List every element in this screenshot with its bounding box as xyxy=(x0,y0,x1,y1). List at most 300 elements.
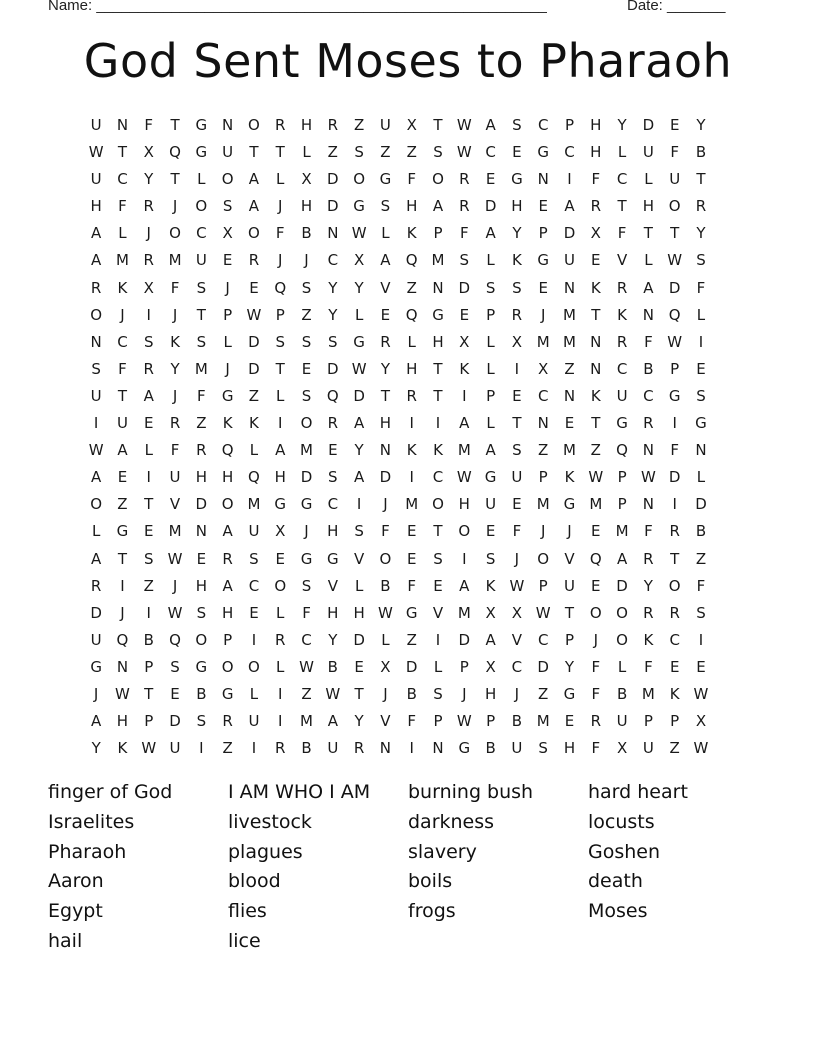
grid-letter: C xyxy=(616,170,628,189)
grid-letter: W xyxy=(456,468,472,487)
grid-letter: R xyxy=(695,197,707,216)
grid-letter: T xyxy=(196,305,206,324)
grid-letter: I xyxy=(278,712,283,731)
grid-letter: L xyxy=(381,630,390,649)
grid-letter: W xyxy=(299,657,314,676)
grid-letter: P xyxy=(538,576,548,595)
grid-letter: Y xyxy=(617,116,627,134)
grid-letter: Z xyxy=(301,305,312,324)
grid-letter: A xyxy=(459,576,470,595)
grid-letter: V xyxy=(327,576,338,595)
word-list-item: burning bush xyxy=(408,781,534,803)
grid-letter: E xyxy=(144,522,154,541)
grid-letter: O xyxy=(248,116,260,134)
grid-letter: N xyxy=(432,739,444,758)
grid-letter: S xyxy=(301,278,312,297)
word-list-item: boils xyxy=(408,870,453,893)
grid-letter: Q xyxy=(405,305,418,324)
grid-letter: M xyxy=(457,441,471,460)
grid-letter: M xyxy=(536,712,550,731)
grid-letter: G xyxy=(221,386,234,405)
grid-letter: D xyxy=(458,278,471,297)
grid-letter: Y xyxy=(354,278,364,297)
grid-letter: C xyxy=(196,224,207,243)
grid-letter: T xyxy=(512,414,522,433)
grid-letter: N xyxy=(379,739,392,758)
grid-letter: D xyxy=(248,332,260,351)
grid-letter: K xyxy=(564,468,575,487)
grid-letter: W xyxy=(667,332,683,351)
grid-letter: K xyxy=(249,414,259,433)
grid-letter: S xyxy=(380,197,391,216)
grid-letter: D xyxy=(327,170,339,189)
grid-letter: L xyxy=(197,170,206,189)
grid-letter: A xyxy=(275,441,286,460)
grid-letter: E xyxy=(380,305,391,324)
grid-letter: Y xyxy=(380,359,390,378)
grid-letter: W xyxy=(115,684,130,703)
grid-letter: N xyxy=(563,386,576,405)
grid-letter: H xyxy=(458,495,470,514)
grid-letter: J xyxy=(225,359,230,378)
grid-letter: S xyxy=(301,386,312,405)
grid-letter: J xyxy=(540,522,546,541)
grid-letter: H xyxy=(327,603,339,622)
grid-letter: L xyxy=(249,684,259,703)
grid-letter: L xyxy=(617,143,627,162)
grid-letter: H xyxy=(353,603,365,622)
grid-letter: F xyxy=(696,576,706,595)
grid-letter: F xyxy=(617,224,627,243)
grid-letter: Q xyxy=(274,278,287,297)
grid-letter: D xyxy=(668,278,681,297)
grid-letter: O xyxy=(90,495,103,514)
grid-letter: A xyxy=(485,116,496,134)
grid-letter: G xyxy=(695,414,707,433)
grid-letter: W xyxy=(351,359,367,378)
grid-letter: Z xyxy=(669,739,680,758)
grid-letter: Z xyxy=(222,739,233,758)
grid-letter: S xyxy=(301,332,312,351)
grid-letter: Z xyxy=(406,278,417,297)
word-list-item: hail xyxy=(48,929,83,952)
grid-letter: X xyxy=(143,143,154,162)
grid-letter: R xyxy=(275,739,286,758)
grid-letter: X xyxy=(485,657,496,676)
word-list-item: Egypt xyxy=(48,900,103,923)
grid-letter: M xyxy=(168,251,182,270)
grid-letter: A xyxy=(91,224,102,243)
grid-letter: G xyxy=(353,332,365,351)
grid-letter: I xyxy=(278,684,283,703)
grid-letter: W xyxy=(456,712,472,731)
grid-letter: A xyxy=(91,251,102,270)
grid-letter: N xyxy=(563,278,576,297)
grid-letter: K xyxy=(117,739,128,758)
grid-letter: K xyxy=(643,630,654,649)
grid-letter: G xyxy=(405,603,418,622)
grid-letter: U xyxy=(169,739,181,758)
grid-letter: O xyxy=(616,603,628,622)
grid-letter: J xyxy=(172,197,178,216)
grid-letter: B xyxy=(143,630,154,649)
grid-letter: D xyxy=(379,468,392,487)
grid-letter: Q xyxy=(248,468,260,487)
grid-letter: M xyxy=(536,495,550,514)
grid-letter: J xyxy=(383,684,388,703)
word-list-item: lice xyxy=(228,929,261,952)
grid-letter: N xyxy=(327,224,339,243)
grid-letter: O xyxy=(221,170,234,189)
grid-letter: Z xyxy=(695,549,707,568)
grid-letter: L xyxy=(91,522,101,541)
grid-letter: K xyxy=(617,305,627,324)
grid-letter: U xyxy=(642,739,654,758)
grid-letter: C xyxy=(327,495,339,514)
grid-letter: F xyxy=(144,116,154,134)
grid-letter: S xyxy=(512,278,522,297)
grid-letter: W xyxy=(667,251,683,270)
word-list-item: darkness xyxy=(408,810,495,833)
grid-letter: Z xyxy=(564,359,575,378)
grid-letter: P xyxy=(486,305,496,324)
grid-letter: X xyxy=(695,712,707,731)
grid-letter: Q xyxy=(589,549,602,568)
grid-letter: I xyxy=(462,549,467,568)
grid-letter: G xyxy=(458,739,471,758)
grid-letter: T xyxy=(433,522,443,541)
grid-letter: R xyxy=(459,197,470,216)
grid-letter: I xyxy=(567,170,572,189)
grid-letter: E xyxy=(406,522,417,541)
grid-letter: U xyxy=(642,143,654,162)
grid-letter: L xyxy=(276,657,285,676)
grid-letter: N xyxy=(537,414,549,433)
grid-letter: W xyxy=(509,576,525,595)
grid-letter: M xyxy=(615,522,629,541)
grid-letter: M xyxy=(115,251,129,270)
grid-letter: L xyxy=(696,305,706,324)
grid-letter: N xyxy=(432,278,444,297)
grid-letter: U xyxy=(90,116,102,134)
grid-letter: Y xyxy=(696,116,706,134)
grid-letter: P xyxy=(617,468,627,487)
grid-letter: S xyxy=(275,332,285,351)
grid-letter: C xyxy=(537,116,549,134)
grid-letter: O xyxy=(353,170,366,189)
grid-letter: E xyxy=(696,657,706,676)
grid-letter: H xyxy=(195,576,207,595)
grid-letter: R xyxy=(327,116,339,134)
grid-letter: R xyxy=(353,739,365,758)
grid-letter: E xyxy=(696,359,706,378)
grid-letter: X xyxy=(485,603,496,622)
grid-letter: R xyxy=(275,116,286,134)
grid-letter: T xyxy=(144,684,154,703)
grid-letter: O xyxy=(300,414,313,433)
grid-letter: W xyxy=(640,468,656,487)
grid-letter: R xyxy=(643,549,654,568)
grid-letter: D xyxy=(353,386,365,405)
grid-letter: G xyxy=(484,468,497,487)
grid-letter: Y xyxy=(328,305,338,324)
grid-letter: E xyxy=(222,251,233,270)
grid-letter: G xyxy=(195,143,208,162)
grid-letter: B xyxy=(485,739,496,758)
word-list-item: finger of God xyxy=(48,781,173,803)
grid-letter: C xyxy=(616,359,628,378)
grid-letter: L xyxy=(486,359,495,378)
grid-letter: J xyxy=(462,684,467,703)
grid-letter: D xyxy=(642,116,655,134)
grid-letter: Z xyxy=(590,441,601,460)
grid-letter: U xyxy=(616,712,628,731)
grid-letter: O xyxy=(379,549,392,568)
grid-letter: X xyxy=(275,522,286,541)
grid-letter: U xyxy=(90,386,102,405)
grid-letter: G xyxy=(195,657,208,676)
grid-letter: F xyxy=(197,386,206,405)
grid-letter: S xyxy=(328,332,338,351)
grid-letter: B xyxy=(695,522,707,541)
grid-letter: C xyxy=(537,386,549,405)
word-list-item: I AM WHO I AM xyxy=(228,781,371,803)
grid-letter: H xyxy=(116,712,129,731)
grid-letter: W xyxy=(167,549,183,568)
grid-letter: E xyxy=(538,278,548,297)
grid-letter: F xyxy=(591,739,601,758)
grid-letter: P xyxy=(564,630,575,649)
grid-letter: A xyxy=(222,576,233,595)
grid-letter: S xyxy=(433,143,443,162)
grid-letter: O xyxy=(668,576,681,595)
grid-letter: C xyxy=(643,386,654,405)
word-list-item xyxy=(408,927,588,957)
grid-letter: G xyxy=(563,684,576,703)
grid-letter: H xyxy=(590,143,602,162)
grid-letter: E xyxy=(354,657,364,676)
grid-letter: U xyxy=(616,386,628,405)
grid-letter: X xyxy=(380,657,391,676)
page-title: God Sent Moses to Pharaoh xyxy=(83,34,733,88)
grid-letter: B xyxy=(301,224,312,243)
grid-letter: U xyxy=(116,414,128,433)
grid-letter: R xyxy=(169,414,181,433)
grid-letter: M xyxy=(168,522,182,541)
grid-letter: M xyxy=(641,684,655,703)
grid-letter: J xyxy=(172,576,178,595)
grid-letter: G xyxy=(116,522,129,541)
grid-letter: O xyxy=(589,603,602,622)
grid-letter: H xyxy=(642,197,655,216)
grid-letter: G xyxy=(616,414,628,433)
grid-letter: Q xyxy=(405,251,418,270)
grid-letter: R xyxy=(590,712,601,731)
grid-letter: I xyxy=(146,305,151,324)
grid-letter: D xyxy=(90,603,102,622)
grid-letter: A xyxy=(432,197,444,216)
grid-letter: L xyxy=(486,251,495,270)
grid-letter: E xyxy=(459,305,470,324)
grid-letter: Y xyxy=(564,657,575,676)
grid-letter: N xyxy=(642,495,654,514)
grid-letter: F xyxy=(591,684,601,703)
grid-letter: W xyxy=(535,603,551,622)
grid-letter: M xyxy=(563,305,576,324)
grid-letter: P xyxy=(223,630,233,649)
grid-letter: A xyxy=(222,522,233,541)
grid-letter: R xyxy=(511,305,523,324)
grid-letter: U xyxy=(195,251,207,270)
grid-letter: W xyxy=(141,739,157,758)
grid-letter: Q xyxy=(169,630,181,649)
grid-letter: K xyxy=(459,359,470,378)
grid-letter: A xyxy=(91,712,102,731)
grid-letter: R xyxy=(616,332,628,351)
grid-letter: V xyxy=(380,712,391,731)
grid-letter: Y xyxy=(144,170,154,189)
word-search-grid xyxy=(83,112,714,762)
grid-letter: T xyxy=(591,414,601,433)
grid-letter: E xyxy=(538,197,548,216)
grid-letter: I xyxy=(278,414,283,433)
grid-letter: R xyxy=(459,170,470,189)
grid-letter: S xyxy=(170,657,180,676)
grid-letter: E xyxy=(301,359,312,378)
grid-letter: U xyxy=(669,170,681,189)
grid-letter: I xyxy=(93,414,99,433)
grid-letter: N xyxy=(590,359,602,378)
grid-letter: E xyxy=(564,712,575,731)
grid-letter: L xyxy=(644,251,653,270)
grid-letter: G xyxy=(511,170,523,189)
grid-letter: L xyxy=(223,332,232,351)
grid-letter: H xyxy=(590,116,602,134)
grid-letter: F xyxy=(696,278,706,297)
grid-letter: S xyxy=(696,603,706,622)
grid-letter: P xyxy=(617,495,627,514)
grid-letter: J xyxy=(278,251,283,270)
grid-letter: A xyxy=(459,414,470,433)
grid-letter: J xyxy=(120,603,125,622)
grid-letter: F xyxy=(118,197,127,216)
grid-letter: J xyxy=(93,684,99,703)
grid-letter: K xyxy=(433,441,443,460)
word-list-item: frogs xyxy=(408,900,456,923)
word-list-item: slavery xyxy=(408,840,477,863)
grid-letter: D xyxy=(300,468,313,487)
grid-letter: U xyxy=(511,468,523,487)
grid-letter: I xyxy=(435,414,441,433)
grid-letter: F xyxy=(170,278,180,297)
grid-letter: J xyxy=(383,495,388,514)
grid-letter: W xyxy=(456,143,472,162)
grid-letter: A xyxy=(248,170,260,189)
grid-letter: X xyxy=(459,332,470,351)
grid-letter: C xyxy=(301,630,312,649)
grid-letter: O xyxy=(432,170,444,189)
grid-letter: L xyxy=(302,143,311,162)
grid-letter: H xyxy=(300,197,313,216)
grid-letter: S xyxy=(696,251,706,270)
grid-letter: E xyxy=(249,278,259,297)
grid-letter: G xyxy=(300,495,313,514)
grid-letter: G xyxy=(563,495,576,514)
grid-letter: A xyxy=(117,441,128,460)
word-list-item: Aaron xyxy=(48,870,104,893)
grid-letter: V xyxy=(353,549,365,568)
word-list xyxy=(48,778,768,957)
grid-letter: F xyxy=(407,576,417,595)
grid-letter: F xyxy=(170,441,180,460)
word-list-item: Goshen xyxy=(588,840,661,863)
grid-letter: L xyxy=(696,468,706,487)
grid-letter: P xyxy=(459,657,469,676)
grid-letter: A xyxy=(353,414,365,433)
grid-letter: U xyxy=(222,143,234,162)
grid-letter: M xyxy=(536,332,550,351)
grid-letter: U xyxy=(564,251,575,270)
grid-letter: O xyxy=(458,522,471,541)
grid-letter: R xyxy=(406,386,417,405)
grid-letter: T xyxy=(117,549,128,568)
grid-letter: J xyxy=(304,522,309,541)
grid-letter: D xyxy=(169,712,181,731)
grid-letter: Y xyxy=(328,278,338,297)
grid-letter: B xyxy=(380,576,391,595)
grid-letter: L xyxy=(644,170,653,189)
grid-letter: S xyxy=(222,197,233,216)
grid-letter: M xyxy=(247,495,261,514)
grid-letter: D xyxy=(405,657,418,676)
date-field-label: Date: _______ xyxy=(627,0,726,14)
grid-letter: V xyxy=(380,278,391,297)
grid-letter: I xyxy=(672,414,677,433)
grid-letter: B xyxy=(616,684,628,703)
grid-letter: D xyxy=(327,359,339,378)
grid-letter: T xyxy=(643,224,653,243)
grid-letter: W xyxy=(88,143,104,162)
word-list-item: locusts xyxy=(588,810,655,833)
grid-letter: H xyxy=(195,468,207,487)
grid-letter: S xyxy=(354,522,364,541)
grid-letter: R xyxy=(616,278,628,297)
grid-letter: H xyxy=(563,739,576,758)
grid-letter: I xyxy=(199,739,204,758)
grid-letter: R xyxy=(275,630,286,649)
grid-letter: S xyxy=(433,549,443,568)
grid-letter: Z xyxy=(248,386,260,405)
grid-letter: J xyxy=(514,549,520,568)
grid-letter: Q xyxy=(616,441,628,460)
grid-letter: V xyxy=(564,549,575,568)
grid-letter: C xyxy=(432,468,444,487)
grid-letter: J xyxy=(540,305,546,324)
grid-letter: O xyxy=(537,549,550,568)
grid-letter: S xyxy=(538,739,548,758)
grid-letter: K xyxy=(590,278,601,297)
grid-letter: S xyxy=(196,712,207,731)
grid-letter: Y xyxy=(91,739,101,758)
grid-letter: I xyxy=(146,603,151,622)
grid-letter: M xyxy=(300,441,313,460)
grid-letter: J xyxy=(146,224,151,243)
grid-letter: S xyxy=(485,278,496,297)
grid-letter: U xyxy=(90,170,102,189)
word-list-item: flies xyxy=(228,900,267,923)
grid-letter: C xyxy=(248,576,260,595)
grid-letter: R xyxy=(327,414,339,433)
